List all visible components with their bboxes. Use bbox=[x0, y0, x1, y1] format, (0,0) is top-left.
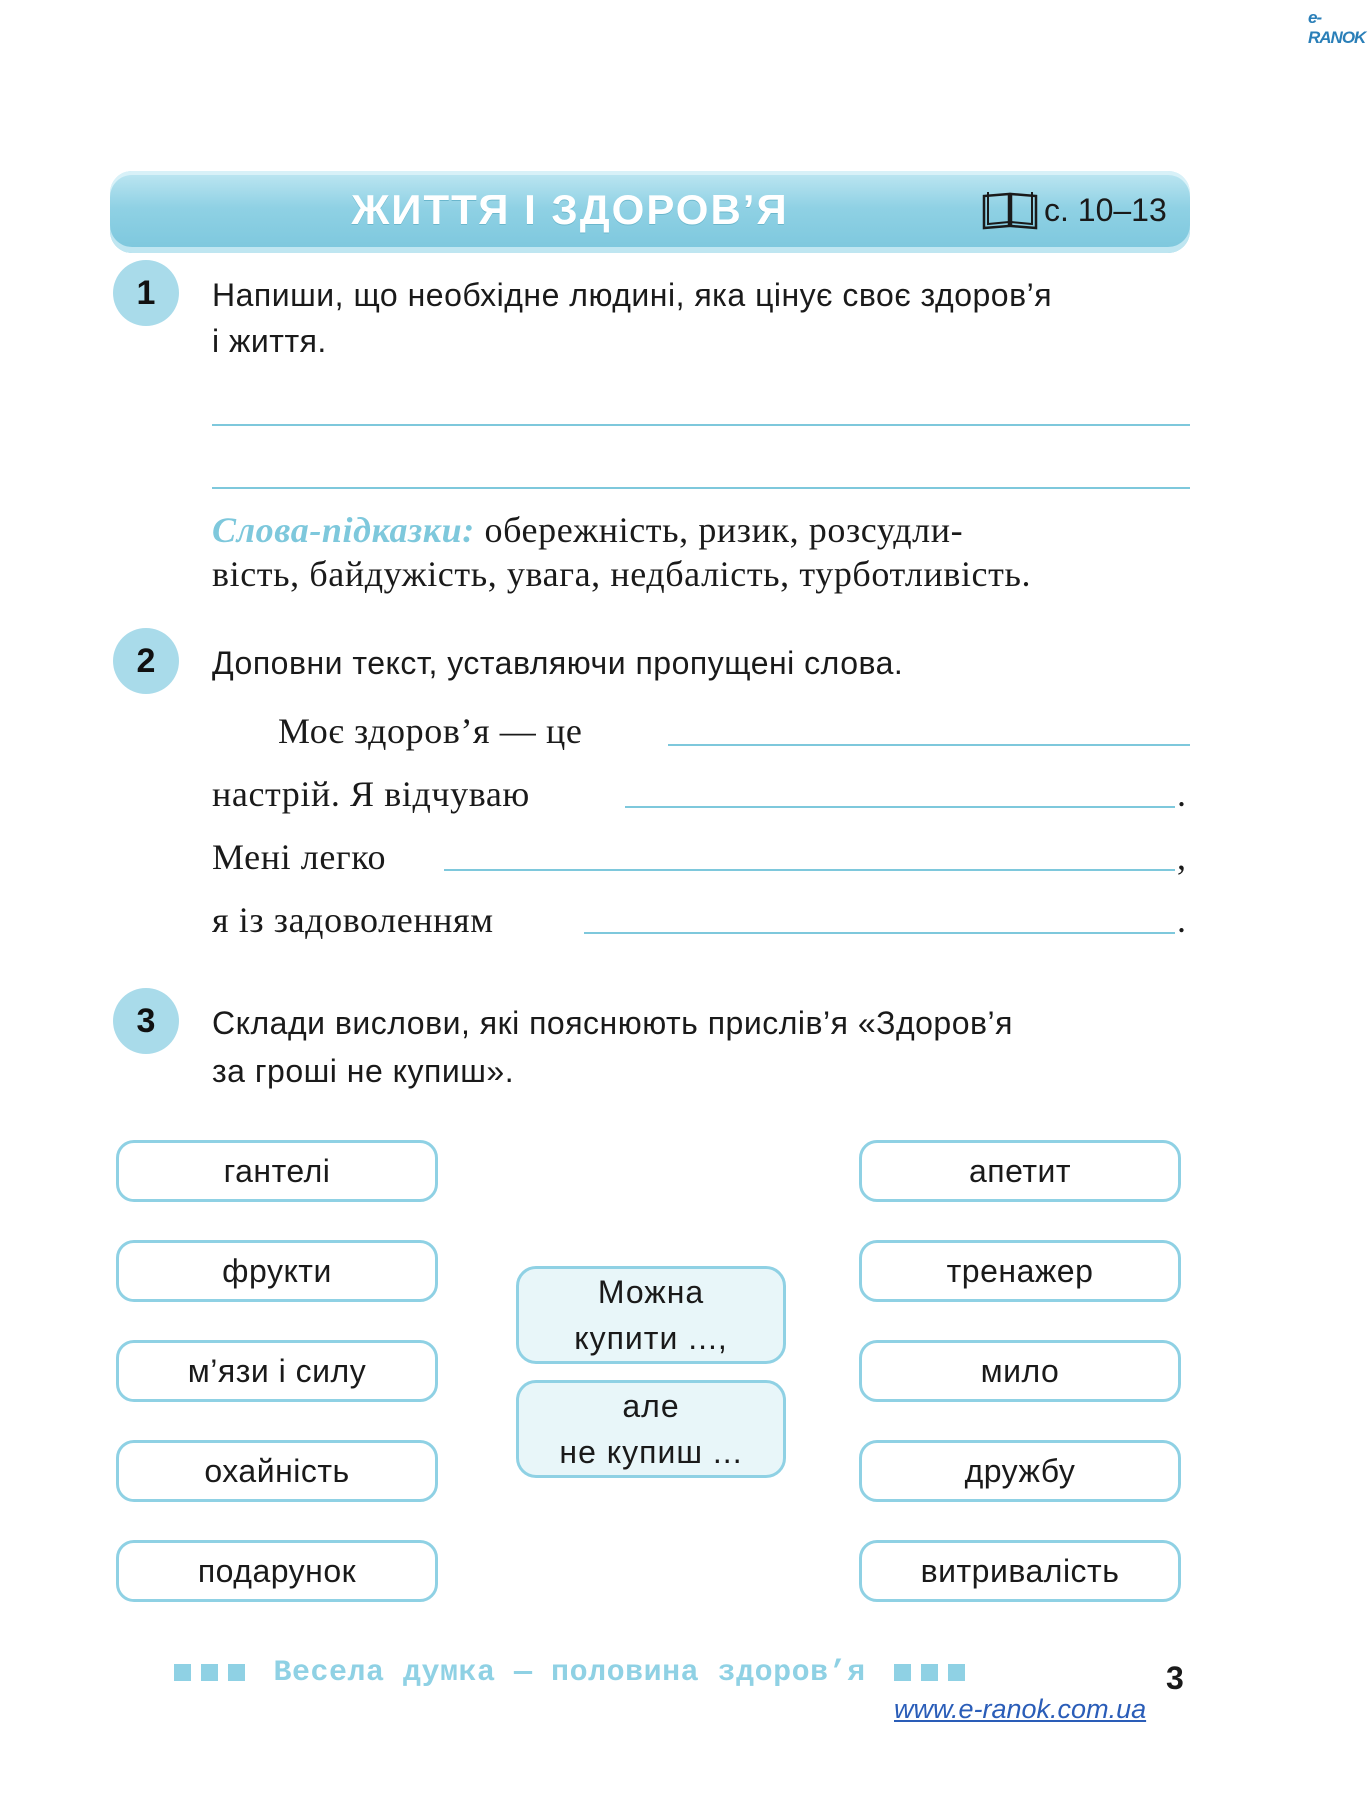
page-title: ЖИТТЯ І ЗДОРОВ’Я bbox=[351, 186, 789, 233]
fill-text-line3: Мені легко bbox=[212, 837, 387, 877]
hints-line2: вість, байдужість, увага, недбалість, турботливість. bbox=[212, 554, 1032, 594]
middle-top-line1: Можна bbox=[597, 1274, 705, 1310]
fill-blank-1[interactable] bbox=[668, 744, 1190, 746]
middle-box-text bbox=[574, 1269, 728, 1361]
answer-line-2[interactable] bbox=[212, 487, 1190, 489]
square-bullet-icon bbox=[948, 1664, 965, 1681]
middle-box-cannot-buy[interactable] bbox=[516, 1380, 786, 1478]
publisher-logo: e-RANOK bbox=[1308, 8, 1366, 47]
word-box-right[interactable]: дружбу bbox=[859, 1440, 1181, 1502]
fill-blank-4[interactable] bbox=[584, 932, 1175, 934]
square-bullet-icon bbox=[894, 1664, 911, 1681]
word-box-left[interactable]: гантелі bbox=[116, 1140, 438, 1202]
hints-words-1: обережність, ризик, розсудли- bbox=[484, 510, 964, 550]
fill-blank-3[interactable] bbox=[444, 869, 1175, 871]
fill-text-line4: я із задоволенням bbox=[212, 900, 494, 940]
word-box-right[interactable]: витривалість bbox=[859, 1540, 1181, 1602]
word-box-right[interactable]: тренажер bbox=[859, 1240, 1181, 1302]
task3-text-line2: за гроші не купиш». bbox=[212, 1053, 515, 1089]
fill-line2-end: . bbox=[1177, 774, 1187, 814]
answer-line-1[interactable] bbox=[212, 424, 1190, 426]
footer-motto bbox=[174, 1656, 975, 1690]
fill-text-line1: Моє здоров’я — це bbox=[278, 711, 583, 751]
task-number-2: 2 bbox=[113, 628, 179, 694]
word-box-right[interactable]: апетит bbox=[859, 1140, 1181, 1202]
task1-text-line1: Напиши, що необхідне людині, яка цінує своє здоров’я bbox=[212, 277, 1053, 313]
square-bullet-icon bbox=[201, 1664, 218, 1681]
task3-text-line1: Склади вислови, які пояснюють прислів’я «Здоров’я bbox=[212, 1005, 1013, 1041]
website-link[interactable]: www.e-ranok.com.ua bbox=[894, 1694, 1147, 1724]
middle-box-can-buy[interactable] bbox=[516, 1266, 786, 1364]
fill-line4-end: . bbox=[1177, 900, 1187, 940]
task1-text-line2: і життя. bbox=[212, 323, 327, 359]
word-box-left[interactable]: м’язи і силу bbox=[116, 1340, 438, 1402]
page-number: 3 bbox=[1166, 1660, 1184, 1696]
hints-line1 bbox=[212, 509, 963, 551]
book-icon bbox=[980, 188, 1040, 232]
fill-text-line2: настрій. Я відчуваю bbox=[212, 774, 530, 814]
middle-box-text bbox=[559, 1383, 742, 1475]
task-number-3: 3 bbox=[113, 988, 179, 1054]
word-box-left[interactable]: охайність bbox=[116, 1440, 438, 1502]
square-bullet-icon bbox=[174, 1664, 191, 1681]
square-bullet-icon bbox=[921, 1664, 938, 1681]
middle-bottom-line2: не купиш ... bbox=[559, 1434, 743, 1470]
word-box-left[interactable]: подарунок bbox=[116, 1540, 438, 1602]
square-bullet-icon bbox=[228, 1664, 245, 1681]
task2-instruction: Доповни текст, уставляючи пропущені слова. bbox=[212, 645, 904, 681]
hints-label: Слова-підказки: bbox=[212, 510, 475, 550]
task-number-1: 1 bbox=[113, 260, 179, 326]
middle-top-line2: купити ..., bbox=[574, 1320, 728, 1356]
textbook-pages-reference: с. 10–13 bbox=[1044, 192, 1167, 228]
word-box-right[interactable]: мило bbox=[859, 1340, 1181, 1402]
word-box-left[interactable]: фрукти bbox=[116, 1240, 438, 1302]
fill-blank-2[interactable] bbox=[625, 806, 1175, 808]
fill-line3-end: , bbox=[1177, 837, 1187, 877]
middle-bottom-line1: але bbox=[622, 1388, 680, 1424]
footer-motto-text: Весела думка — половина здоров’я bbox=[273, 1656, 866, 1690]
